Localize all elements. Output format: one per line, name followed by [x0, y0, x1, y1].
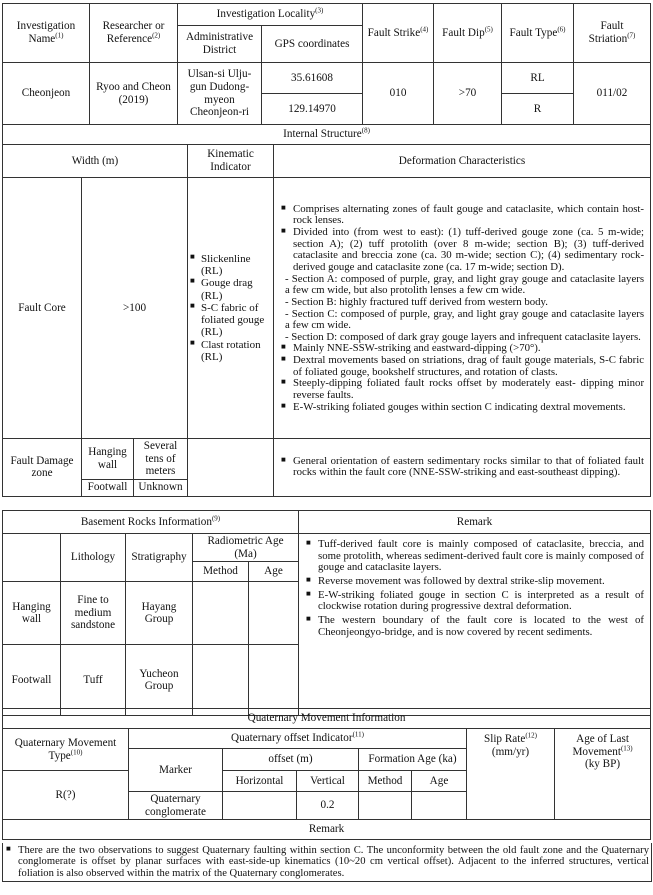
investigation-table: [2, 3, 651, 125]
header-offset-indicator: Quaternary offset Indicator$^{(11)}$: [129, 729, 467, 749]
kinematic-list: [190, 253, 271, 364]
header-dip: Fault Dip$^{(5)}$: [434, 4, 502, 63]
footwall-width: Unknown: [134, 479, 188, 496]
header-vertical: Vertical: [297, 771, 359, 792]
deformation-item: ■ Steeply-dipping foliated fault rocks offset by moderately east- dipping minor reverse faults.: [280, 378, 644, 401]
damage-zone-label: Fault Damage zone: [3, 439, 82, 497]
hanging-wall-row-label: Hanging wall: [3, 582, 61, 645]
vertical-offset: 0.2: [297, 792, 359, 820]
header-formation-age: Formation Age (ka): [359, 749, 467, 771]
deformation-item: ■ E-W-striking foliated gouges within section C indicating dextral movements.: [280, 402, 644, 414]
kinematic-item: ■ Slickenline (RL): [190, 253, 271, 278]
header-age-q: Age: [412, 771, 467, 792]
footwall-method: [193, 645, 249, 716]
header-stratigraphy: Stratigraphy: [126, 534, 193, 582]
basement-remark-item: ■ Reverse movement was followed by dextral strike-slip movement.: [305, 576, 644, 588]
kinematic-item: ■ Gouge drag (RL): [190, 277, 271, 302]
hanging-wall-age: [249, 582, 299, 645]
fault-type-1: RL: [502, 63, 574, 94]
formation-age: [412, 792, 467, 820]
deformation-item: ■ Comprises alternating zones of fault gouge and cataclasite, which contain host-rock lenses.: [280, 204, 644, 227]
hanging-wall-width: Several tens of meters: [134, 439, 188, 480]
gps-longitude: 129.14970: [262, 94, 363, 125]
fault-type-2: R: [502, 94, 574, 125]
header-lithology: Lithology: [61, 534, 126, 582]
quaternary-remark-list: [5, 845, 649, 879]
quaternary-remark: [2, 843, 652, 882]
basement-remark-item: ■ E-W-striking foliated gouge in section C is interpreted as a result of clockwise rotation during progressive dextral deformation.: [305, 590, 644, 613]
damage-zone-deformation: [274, 439, 651, 497]
fault-core-width: >100: [82, 178, 188, 439]
header-admin-district: Administrative District: [178, 26, 262, 63]
header-radiometric-age: Radiometric Age (Ma): [193, 534, 299, 562]
hanging-wall-label: Hanging wall: [82, 439, 134, 480]
footwall-stratigraphy: Yucheon Group: [126, 645, 193, 716]
deformation-list: [280, 204, 644, 414]
header-marker: Marker: [129, 749, 223, 792]
gps-latitude: 35.61608: [262, 63, 363, 94]
header-researcher: Researcher or Reference$^{(2)}$: [90, 4, 178, 63]
header-deformation: Deformation Characteristics: [274, 145, 651, 178]
header-locality: Investigation Locality$^{(3)}$: [178, 4, 363, 26]
header-gps: GPS coordinates: [262, 26, 363, 63]
header-quaternary-type: Quaternary Movement Type$^{(10)}$: [3, 729, 129, 771]
quaternary-table: [2, 708, 651, 840]
researcher: Ryoo and Cheon (2019): [90, 63, 178, 125]
quaternary-marker: Quaternary conglomerate: [129, 792, 223, 820]
hanging-wall-method: [193, 582, 249, 645]
basement-remark: [299, 534, 651, 716]
hanging-wall-stratigraphy: Hayang Group: [126, 582, 193, 645]
basement-remark-item: ■ Tuff-derived fault core is mainly composed of cataclasite, breccia, and some protolith, whereas sediment-derived fault core is mainly composed of gouge and cataclasite layers.: [305, 539, 644, 574]
deformation-subitem: - Section A: composed of purple, gray, and light gray gouge and cataclasite layers a few cm wide, but also protolith lenses a few cm wide.: [285, 272, 645, 297]
deformation-subitem: - Section D: composed of dark gray gouge layers and infrequent cataclasite layers.: [285, 330, 641, 343]
remark-title: Remark: [3, 820, 651, 840]
formation-method: [359, 792, 412, 820]
deformation-subitem: - Section B: highly fractured tuff derived from western body.: [285, 295, 548, 308]
horizontal-offset: [223, 792, 297, 820]
footwall-lithology: Tuff: [61, 645, 126, 716]
fault-dip: >70: [434, 63, 502, 125]
header-slip-rate: Slip Rate$^{(12)}$ (mm/yr): [467, 729, 555, 792]
fault-striation: 011/02: [574, 63, 651, 125]
basement-remark-item: ■ The western boundary of the fault core is located to the west of Cheonjeongyo-bridge, and is now covered by recent sediments.: [305, 615, 644, 638]
damage-zone-item: ■ General orientation of eastern sedimentary rocks similar to that of foliated fault rocks within the fault core (NNE-SSW-striking and east-southeast dipping).: [280, 456, 644, 479]
deformation-item: ■ Mainly NNE-SSW-striking and eastward-dipping (>70°).: [280, 343, 644, 355]
slip-rate: [467, 792, 555, 820]
quaternary-title: Quaternary Movement Information: [3, 709, 651, 729]
header-investigation-name: Investigation Name$^{(1)}$: [3, 4, 90, 63]
kinematic-item: ■ S-C fabric of foliated gouge (RL): [190, 302, 271, 339]
header-type: Fault Type$^{(6)}$: [502, 4, 574, 63]
footwall-row-label: Footwall: [3, 645, 61, 716]
hanging-wall-lithology: Fine to medium sandstone: [61, 582, 126, 645]
internal-structure-table: [2, 124, 651, 497]
damage-zone-list: [280, 456, 644, 479]
deformation-subitem: - Section C: composed of purple, gray, and light gray gouge and cataclasite layers a few cm wide.: [285, 307, 645, 332]
last-movement: [555, 792, 651, 820]
header-method: Method: [193, 562, 249, 582]
fault-core-label: Fault Core: [3, 178, 82, 439]
footwall-age: [249, 645, 299, 716]
damage-zone-kinematic: [188, 439, 274, 497]
quaternary-type: R(?): [3, 771, 129, 820]
header-offset: offset (m): [223, 749, 359, 771]
header-striation: Fault Striation$^{(7)}$: [574, 4, 651, 63]
quaternary-remark-item: ■ There are the two observations to suggest Quaternary faulting within section C. The unconformity between the old fault zone and the Quaternary conglomerate is offset by planar surfaces with east-side-up kinematics (10~20 cm vertical offset). Adjacent to the inferred structures, vertical foliation is also observed within the matrix of the Quaternary conglomerates.: [5, 845, 649, 879]
header-width: Width (m): [3, 145, 188, 178]
investigation-name: Cheonjeon: [3, 63, 90, 125]
footwall-label: Footwall: [82, 479, 134, 496]
internal-structure-title: Internal Structure$^{(8)}$: [3, 125, 651, 145]
basement-corner: [3, 534, 61, 582]
fault-core-deformation: [274, 178, 651, 439]
header-last-movement: Age of Last Movement$^{(13)}$ (ky BP): [555, 729, 651, 792]
header-age: Age: [249, 562, 299, 582]
header-strike: Fault Strike$^{(4)}$: [363, 4, 434, 63]
header-horizontal: Horizontal: [223, 771, 297, 792]
kinematic-indicators: [188, 178, 274, 439]
basement-remark-title: Remark: [299, 511, 651, 534]
fault-strike: 010: [363, 63, 434, 125]
deformation-item: ■ Dextral movements based on striations, drag of fault gouge materials, S-C fabric of foliated gouge, bookshelf structures, and rotation of clasts.: [280, 355, 644, 378]
header-method-q: Method: [359, 771, 412, 792]
basement-title: Basement Rocks Information$^{(9)}$: [3, 511, 299, 534]
basement-remark-list: [305, 539, 644, 638]
header-kinematic: Kinematic Indicator: [188, 145, 274, 178]
basement-rocks-table: [2, 510, 651, 716]
deformation-item: ■ Divided into (from west to east): (1) tuff-derived gouge zone (ca. 5 m-wide; section A); (2) tuff protolith (over 8 m-wide; section B); (3) tuff-derived cataclasite and breccia zone (ca. 30 m-wide; section C); (4) sedimentary rock-derived gouge and cataclasite zone (ca. 17 m-wide; section D).: [280, 227, 644, 274]
admin-district: Ulsan-si Ulju-gun Dudong-myeon Cheonjeon-ri: [178, 63, 262, 125]
kinematic-item: ■ Clast rotation (RL): [190, 339, 271, 364]
